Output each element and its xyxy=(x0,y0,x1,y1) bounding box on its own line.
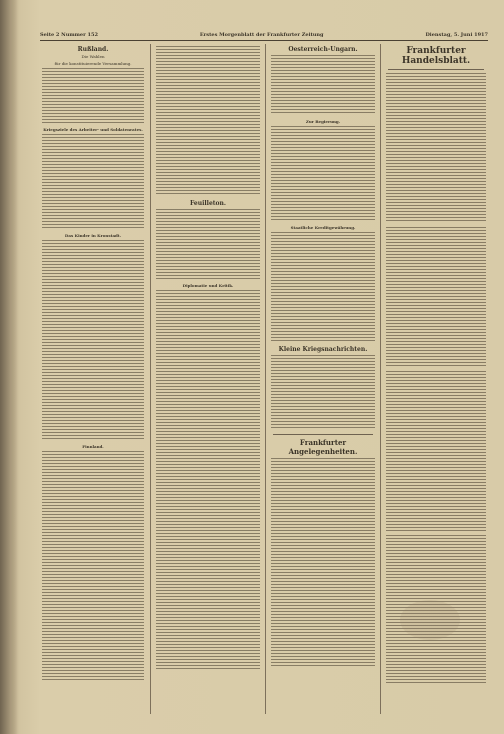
text-block xyxy=(156,46,260,196)
column-rule xyxy=(265,44,266,714)
text-block xyxy=(42,134,144,229)
text-block xyxy=(271,126,375,221)
heading-handelsblatt: Frankfurter Handelsblatt. xyxy=(401,46,471,66)
text-block xyxy=(386,227,486,367)
header-rule xyxy=(40,40,488,41)
text-block xyxy=(156,209,260,279)
header-left: Seite 2 Nummer 152 xyxy=(40,32,98,38)
binding-spine xyxy=(0,0,18,734)
heading-kronstadt: Das Kinder in Kronstadt. xyxy=(64,233,122,238)
text-block xyxy=(156,290,260,670)
text-block xyxy=(271,355,375,430)
header-right: Dienstag, 5. Juni 1917 xyxy=(425,32,488,38)
heading-oesterreich: Oesterreich-Ungarn. xyxy=(288,46,358,53)
heading-russland: Rußland. xyxy=(77,46,109,53)
column-3 xyxy=(269,44,377,714)
text-block xyxy=(42,451,144,681)
section-divider xyxy=(273,434,373,435)
subheading-wahlen: Die Wahlen xyxy=(81,54,105,59)
header-center: Erstes Morgenblatt der Frankfurter Zeitung xyxy=(199,32,324,38)
heading-kriegsziele: Kriegsziele des Arbeiter- und Soldatenrates. xyxy=(43,127,143,132)
heading-feuilleton: Feuilleton. xyxy=(190,200,226,207)
text-block xyxy=(386,73,486,223)
column-1 xyxy=(40,44,146,714)
column-rule xyxy=(150,44,151,714)
paper-stain xyxy=(400,600,460,640)
text-block xyxy=(386,371,486,531)
text-block xyxy=(271,458,375,668)
column-rule xyxy=(380,44,381,714)
heading-kreditgewaehrung: Staatliche Kreditgewährung. xyxy=(290,225,356,230)
text-block xyxy=(271,55,375,115)
text-block xyxy=(42,240,144,440)
text-block xyxy=(271,232,375,342)
subheading-versammlung: für die konstituierende Versammlung. xyxy=(54,61,132,66)
heading-kriegsnachrichten: Kleine Kriegsnachrichten. xyxy=(278,346,368,353)
page-header xyxy=(40,30,488,40)
text-block xyxy=(42,68,144,123)
heading-finnland: Finnland. xyxy=(82,444,104,449)
heading-angelegenheiten: Frankfurter Angelegenheiten. xyxy=(288,438,358,456)
heading-regierung: Zur Regierung. xyxy=(305,119,341,124)
heading-diplomatie: Diplomatie und Kritik. xyxy=(182,283,234,288)
column-2 xyxy=(154,44,262,714)
section-divider xyxy=(388,69,484,70)
